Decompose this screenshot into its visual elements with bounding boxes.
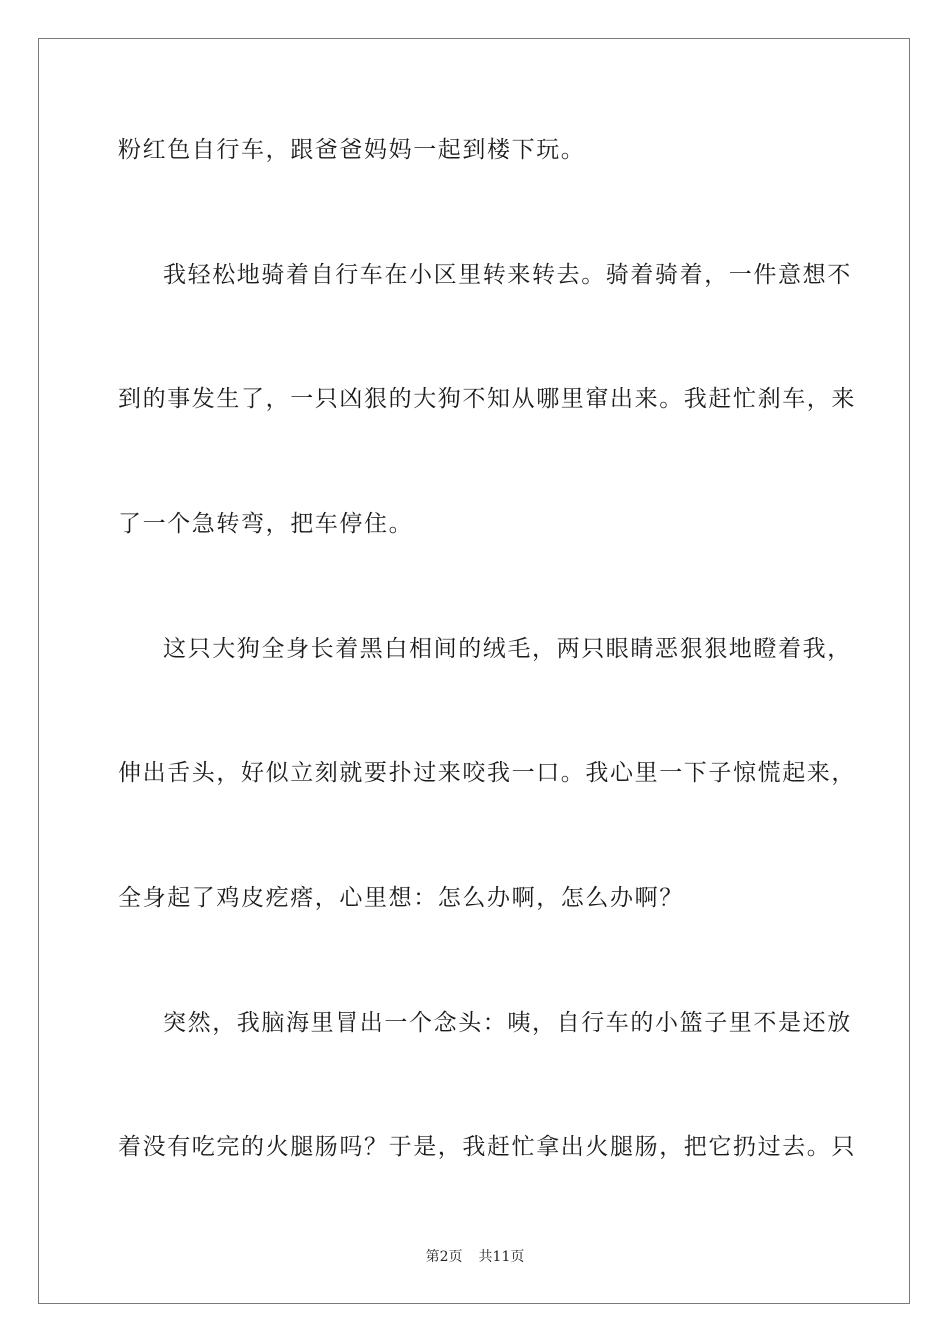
page-frame bbox=[38, 38, 910, 1304]
text-line-8: 突然，我脑海里冒出一个念头：咦，自行车的小篮子里不是还放 bbox=[163, 1010, 852, 1036]
text-line-6: 伸出舌头，好似立刻就要扑过来咬我一口。我心里一下子惊慌起来， bbox=[118, 760, 856, 786]
text-line-9: 着没有吃完的火腿肠吗？于是，我赶忙拿出火腿肠，把它扔过去。只 bbox=[118, 1134, 856, 1160]
page-total: 共11页 bbox=[478, 1249, 525, 1265]
page-number: 第2页 bbox=[425, 1249, 463, 1265]
text-line-5: 这只大狗全身长着黑白相间的绒毛，两只眼睛恶狠狠地瞪着我， bbox=[163, 636, 852, 662]
text-line-7: 全身起了鸡皮疙瘩，心里想：怎么办啊，怎么办啊？ bbox=[118, 885, 684, 911]
text-line-2: 我轻松地骑着自行车在小区里转来转去。骑着骑着，一件意想不 bbox=[163, 262, 852, 288]
page-footer bbox=[0, 1247, 950, 1267]
text-line-1: 粉红色自行车，跟爸爸妈妈一起到楼下玩。 bbox=[118, 137, 586, 163]
text-line-3: 到的事发生了，一只凶狠的大狗不知从哪里窜出来。我赶忙刹车，来 bbox=[118, 386, 856, 412]
text-line-4: 了一个急转弯，把车停住。 bbox=[118, 511, 414, 537]
